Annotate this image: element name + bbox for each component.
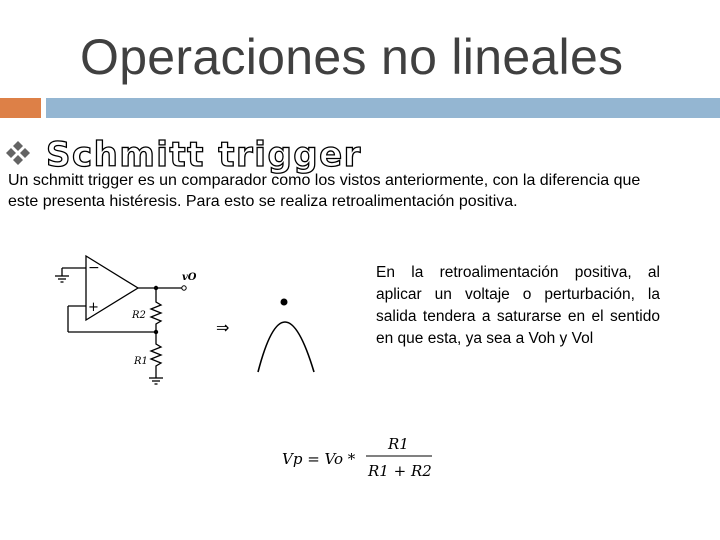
plus-input-label: +: [88, 300, 99, 315]
r2-label: R2: [132, 310, 146, 321]
unstable-equilibrium-curve: [250, 290, 326, 374]
accent-bar: [0, 98, 41, 118]
title-underline-bar: [46, 98, 720, 118]
section-heading: [44, 134, 362, 175]
section-heading-text: Schmitt trigger: [46, 135, 362, 175]
implies-arrow: ⇒: [216, 318, 230, 337]
formula-denominator: R1 + R2: [368, 462, 432, 480]
diamond-cluster-icon: [5, 140, 31, 166]
formula-lhs: Vp = Vo *: [282, 450, 356, 468]
schmitt-trigger-circuit: [52, 250, 202, 400]
minus-input-label: −: [88, 260, 100, 276]
side-paragraph: En la retroalimentación positiva, al aplicar un voltaje o perturbación, la salida tendera a saturarse en el sentido en que esta, ya sea a Voh y Vol: [376, 264, 660, 347]
output-label: vO: [182, 272, 197, 283]
slide-title: Operaciones no lineales: [80, 29, 624, 85]
body-paragraph: Un schmitt trigger es un comparador como los vistos anteriormente, con la diferencia que este presenta histéresis. Para esto se realiza retroalimentación positiva.: [8, 172, 641, 210]
r1-label: R1: [134, 356, 148, 367]
formula-numerator: R1: [388, 435, 409, 453]
formula: [280, 432, 440, 484]
